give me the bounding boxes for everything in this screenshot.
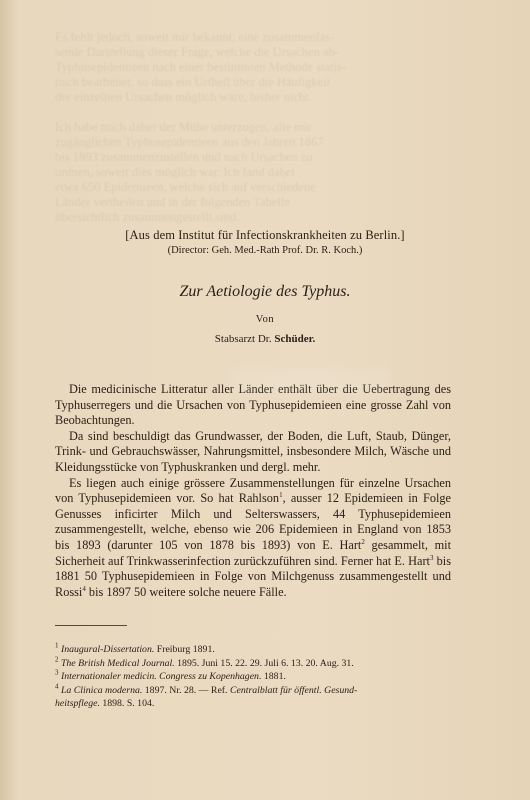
scan-glare — [230, 368, 390, 394]
institute-line: [Aus dem Institut für Infectionskrankheiten zu Berlin.] — [125, 228, 405, 242]
footnote-1: $^1$ Inaugural-Dissertation. Freiburg 1891. — [55, 641, 215, 655]
paragraph-1: Die medicinische Litteratur aller Länder enthält über die Uebertragung des Typhuserregers und die Ursachen von Typhusepidemieen eine grosse Zahl von Beobachtungen. — [55, 382, 451, 428]
author-line — [0, 333, 530, 345]
footnotes — [55, 643, 455, 711]
author-rank: Stabsarzt Dr. — [214, 333, 275, 345]
author-name: Schüder. — [274, 333, 316, 345]
footnote-rule — [55, 625, 127, 626]
footnote-2: $^2$ The British Medical Journal. 1895. Juni 15. 22. 29. Juli 6. 13. 20. Aug. 31. — [55, 655, 354, 669]
footnote-4-continuation: heitspflege. 1898. S. 104. — [55, 698, 155, 710]
footnote-4: $^4$ La Clinica moderna. 1897. Nr. 28. — Ref. Centralblatt für öffentl. Gesund- — [55, 682, 358, 696]
body-text — [55, 382, 451, 600]
footnote-3: $^3$ Internationaler medicin. Congress zu Kopenhagen. 1881. — [55, 668, 286, 683]
bleed-through-text: Es fehlt jedoch, soweit mir bekannt, eine zusammenfas- sende Darstellung dieser Frage, welche die Ursachen ab- Typhusepidemieen nach einer bestimmten Methode statis- tisch bearbeitet, so dass ein Urtheil über die Häufigkeit der einzelnen Ursachen möglich wäre, bisher nicht. Ich habe mich daher der Mühe unterzogen, alle mir zugänglichen Typhusepidemieen aus den Jahren 1867 bis 1893 zusammenzustellen und nach Ursachen zu ordnen, soweit dies möglich war. Ich fand dabei etwa 650 Epidemieen, welche sich auf verschiedene Länder vertheilen und in der folgenden Tabelle übersichtlich zusammengestellt sind. — [55, 30, 347, 224]
paragraph-2: Da sind beschuldigt das Grundwasser, der Boden, die Luft, Staub, Dünger, Trink- und Gebrauchswässer, Nahrungsmittel, insbesondere Milch, Wäsche und Kleidungsstücke von Typhuskranken und dergl. mehr. — [55, 428, 451, 474]
paragraph-3: Es liegen auch einige grössere Zusammenstellungen für einzelne Ursachen von Typhusepidemieen vor. So hat Rahlson$^1$, ausser 12 Epidemieen in Folge Genusses inficirter Milch und Selterswassers, 44 Typhusepidemieen zusammengestellt, welche, ebenso wie 206 Epidemieen in England von 1853 bis 1893 (darunter 105 von 1878 bis 1893) von E. Hart$^2$ gesammelt, mit Sicherheit auf Trinkwasserinfection zurückzuführen sind. Ferner hat E. Hart$^3$ bis 1881 50 Typhusepidemieen in Folge von Milchgenuss zusammengestellt und Rossi$^4$ bis 1897 50 weitere solche neuere Fälle. — [55, 475, 451, 599]
byline-von: Von — [255, 314, 275, 325]
director-line: (Director: Geh. Med.-Rath Prof. Dr. R. Koch.) — [167, 245, 363, 256]
article-title: Zur Aetiologie des Typhus. — [179, 283, 351, 300]
